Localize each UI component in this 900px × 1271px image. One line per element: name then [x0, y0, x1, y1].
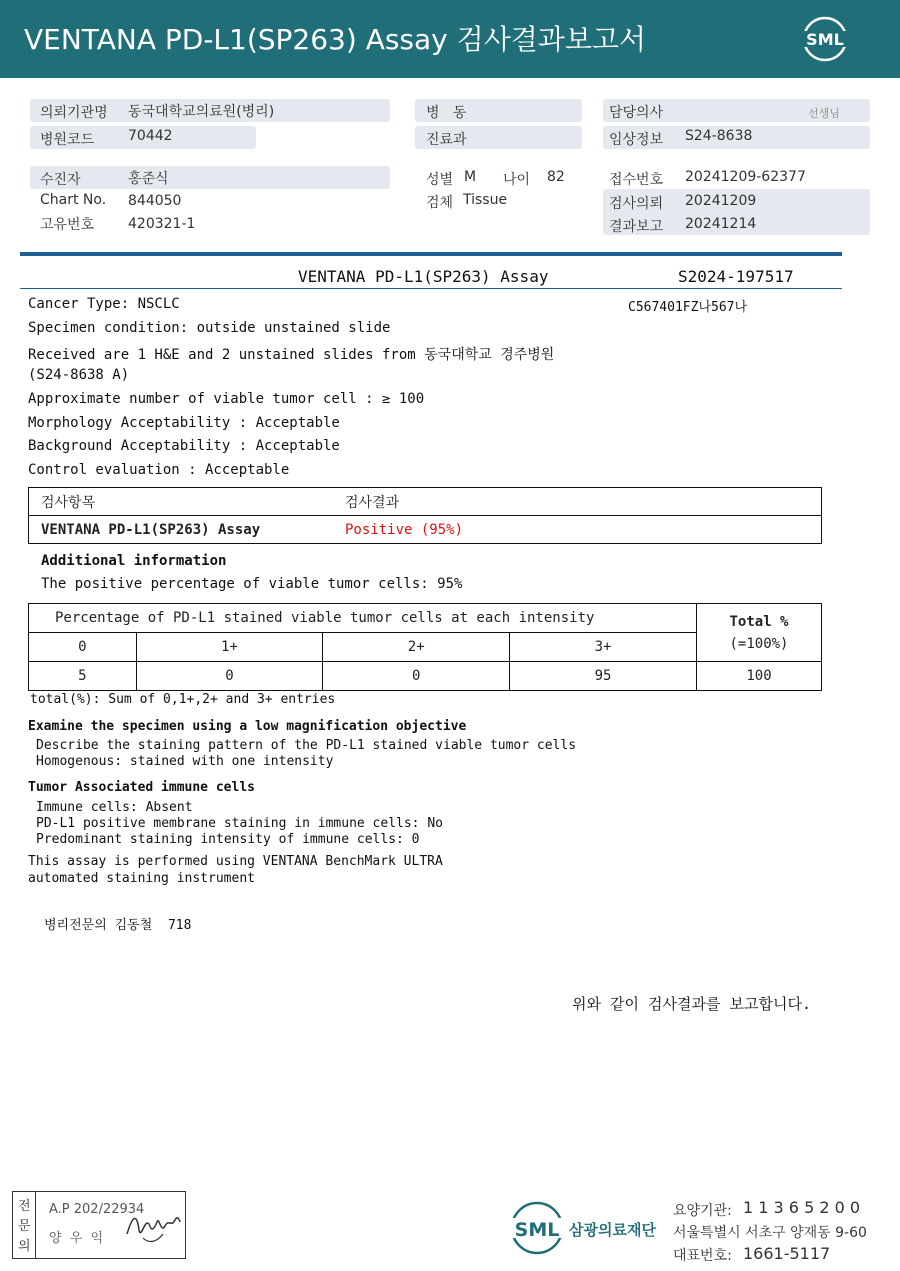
immune-line-3: Predominant staining intensity of immune cells: 0	[36, 832, 420, 847]
specimen-value: Tissue	[463, 192, 508, 208]
divider-thick	[20, 252, 842, 256]
total-note: total(%): Sum of 0,1+,2+ and 3+ entries	[30, 692, 336, 707]
sml-footer-logo-icon	[508, 1199, 566, 1257]
examine-line-1: Describe the staining pattern of the PD-L1 stained viable tumor cells	[36, 738, 577, 753]
page-title: VENTANA PD-L1(SP263) Assay 검사결과보고서	[24, 23, 646, 56]
level-3: 3+	[510, 633, 697, 662]
immune-line-1: Immune cells: Absent	[36, 800, 193, 815]
phone-label: 대표번호:	[673, 1248, 732, 1264]
assay-note-2: automated staining instrument	[28, 871, 255, 886]
total-label: Total %	[729, 613, 789, 630]
case-number: S2024-197517	[678, 267, 794, 286]
clinical-label: 임상정보	[609, 132, 664, 148]
org-name: 삼광의료재단	[569, 1221, 656, 1239]
stamp-name: 양 우 익	[49, 1231, 104, 1246]
stamp-side	[13, 1192, 36, 1258]
result-table-row	[29, 516, 822, 544]
signature-stamp	[12, 1191, 186, 1259]
result-item: VENTANA PD-L1(SP263) Assay	[29, 516, 334, 544]
phone-number: 1661-5117	[743, 1244, 831, 1263]
address: 서울특별시 서초구 양재동 9-60	[673, 1225, 867, 1241]
pathologist: 병리전문의 김동철 718	[44, 918, 192, 933]
result-table-header	[29, 488, 822, 516]
line-control: Control evaluation : Acceptable	[28, 462, 290, 478]
immune-title: Tumor Associated immune cells	[28, 780, 255, 795]
stamp-license: A.P 202/22934	[49, 1202, 145, 1217]
col-item-header: 검사항목	[29, 488, 334, 516]
assay-note-1: This assay is performed using VENTANA BenchMark ULTRA	[28, 854, 443, 869]
line-morphology: Morphology Acceptability : Acceptable	[28, 415, 340, 431]
doctor-label: 담당의사	[609, 105, 664, 121]
stamp-side-1: 전	[18, 1199, 31, 1214]
hospital-code-value: 70442	[128, 128, 173, 144]
svg-text:SML: SML	[514, 1219, 560, 1241]
institution-code: 1 1 3 6 5 2 0 0	[743, 1198, 861, 1217]
level-1: 1+	[136, 633, 323, 662]
patient-name: 홍준식	[128, 171, 169, 187]
result-table	[28, 487, 822, 544]
sex-value: M	[464, 169, 477, 185]
svg-text:SML: SML	[806, 30, 844, 49]
institution-code-label: 요양기관:	[673, 1203, 732, 1219]
hospital-code-label: 병원코드	[40, 132, 95, 148]
ward-label: 병 동	[426, 105, 467, 121]
additional-title: Additional information	[41, 553, 227, 569]
stamp-side-3: 의	[18, 1239, 31, 1254]
stamp-side-2: 문	[18, 1219, 31, 1234]
value-total: 100	[697, 662, 822, 691]
intensity-table	[28, 603, 822, 691]
institution-label: 의뢰기관명	[40, 105, 108, 121]
closing-statement: 위와 같이 검사결과를 보고합니다.	[572, 995, 811, 1013]
clinical-value: S24-8638	[685, 128, 753, 144]
line-viable-cells: Approximate number of viable tumor cell : ≥ 100	[28, 391, 425, 407]
specimen-code: C567401FZ나567나	[628, 300, 748, 315]
receipt-label: 접수번호	[609, 172, 664, 188]
sex-label: 성별	[426, 172, 454, 188]
total-header	[697, 604, 822, 662]
immune-line-2: PD-L1 positive membrane staining in immune cells: No	[36, 816, 443, 831]
value-1: 0	[136, 662, 323, 691]
additional-text: The positive percentage of viable tumor cells: 95%	[41, 576, 463, 592]
level-0: 0	[29, 633, 137, 662]
dept-label: 진료과	[426, 132, 467, 148]
value-3: 95	[510, 662, 697, 691]
value-2: 0	[323, 662, 510, 691]
value-0: 5	[29, 662, 137, 691]
examine-title: Examine the specimen using a low magnification objective	[28, 719, 467, 734]
level-2: 2+	[323, 633, 510, 662]
examine-line-2: Homogenous: stained with one intensity	[36, 754, 334, 769]
request-label: 검사의뢰	[609, 196, 664, 212]
report-label: 결과보고	[609, 219, 664, 235]
unique-value: 420321-1	[128, 216, 196, 232]
unique-label: 고유번호	[40, 217, 95, 233]
line-specimen-condition: Specimen condition: outside unstained slide	[28, 320, 391, 336]
assay-title: VENTANA PD-L1(SP263) Assay	[298, 267, 549, 286]
line-received: Received are 1 H&E and 2 unstained slides from 동국대학교 경주병원	[28, 347, 555, 363]
line-cancer-type: Cancer Type: NSCLC	[28, 296, 180, 312]
doctor-suffix: 선생님	[808, 107, 840, 120]
col-result-header: 검사결과	[333, 488, 822, 516]
age-value: 82	[547, 169, 565, 185]
line-background: Background Acceptability : Acceptable	[28, 438, 340, 454]
sml-logo-icon	[800, 14, 850, 64]
total-sub-label: (=100%)	[729, 635, 789, 652]
signature-icon	[123, 1204, 183, 1246]
result-value: Positive (95%)	[333, 516, 822, 544]
specimen-label: 검체	[426, 195, 454, 211]
request-value: 20241209	[685, 193, 757, 209]
chart-value: 844050	[128, 193, 182, 209]
patient-label: 수진자	[40, 172, 81, 188]
receipt-value: 20241209-62377	[685, 169, 806, 185]
intensity-values-row	[29, 662, 822, 691]
institution-value: 동국대학교의료원(병리)	[128, 104, 275, 120]
intensity-header: Percentage of PD-L1 stained viable tumor cells at each intensity	[29, 604, 697, 633]
report-value: 20241214	[685, 216, 757, 232]
patient-field-bg	[30, 166, 390, 189]
age-label: 나이	[503, 172, 531, 188]
chart-label: Chart No.	[40, 192, 107, 208]
divider-thin	[20, 288, 842, 289]
line-case-ref: (S24-8638 A)	[28, 367, 130, 383]
